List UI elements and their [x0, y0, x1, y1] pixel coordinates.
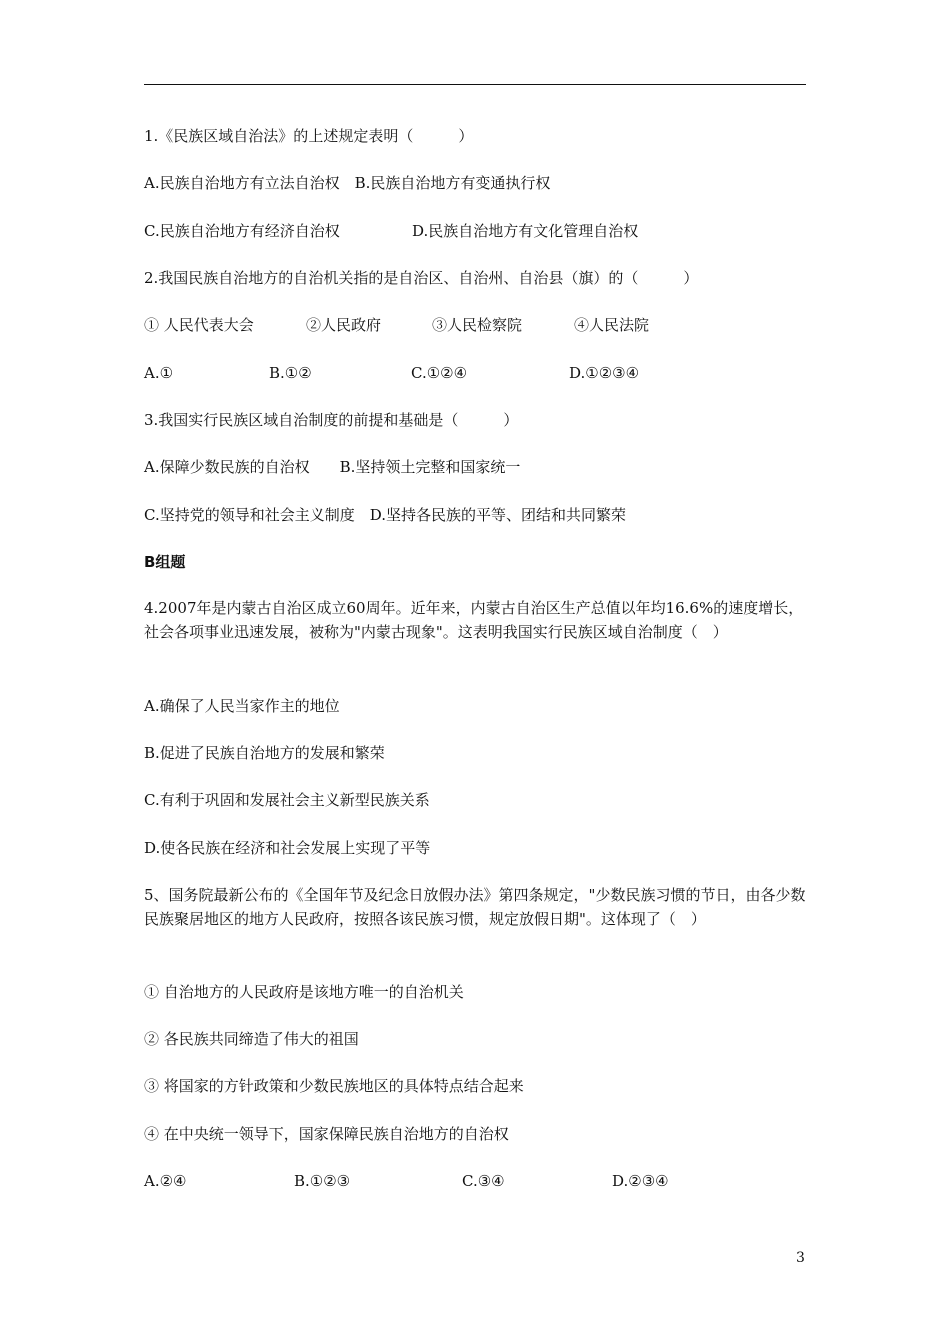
- q5-option-c: C.③④: [462, 1172, 505, 1190]
- q4-option-c: C.有利于巩固和发展社会主义新型民族关系: [144, 791, 430, 809]
- q4-stem: 4.2007年是内蒙古自治区成立60周年。近年来，内蒙古自治区生产总值以年均16.6%的速度增长，社会各项事业迅速发展，被称为"内蒙古现象"。这表明我国实行民族区域自治制度（ ）: [144, 599, 804, 641]
- q1-option-c: C.民族自治地方有经济自治权: [144, 222, 340, 240]
- q2-option-d: D.①②③④: [569, 364, 640, 382]
- q5-item: ④ 在中央统一领导下，国家保障民族自治地方的自治权: [144, 1125, 509, 1143]
- q2-option-a: A.①: [144, 364, 174, 382]
- q1-options-ab: A.民族自治地方有立法自治权 B.民族自治地方有变通执行权: [144, 174, 551, 192]
- q3-options-cd: C.坚持党的领导和社会主义制度 D.坚持各民族的平等、团结和共同繁荣: [144, 506, 626, 524]
- header-rule: [144, 84, 806, 85]
- q2-option-b: B.①②: [269, 364, 312, 382]
- q5-option-d: D.②③④: [612, 1172, 669, 1190]
- q5-option-b: B.①②③: [294, 1172, 351, 1190]
- q2-item: ① 人民代表大会: [144, 316, 254, 334]
- q3-options-ab: A.保障少数民族的自治权 B.坚持领土完整和国家统一: [144, 458, 521, 476]
- q1-stem: 1.《民族区域自治法》的上述规定表明（ ）: [144, 127, 474, 145]
- q5-option-a: A.②④: [144, 1172, 187, 1190]
- q2-item: ③人民检察院: [432, 316, 523, 334]
- q5-stem: 5、国务院最新公布的《全国年节及纪念日放假办法》第四条规定，"少数民族习惯的节日，由各少数民族聚居地区的地方人民政府，按照各该民族习惯，规定放假日期"。这体现了（ ）: [144, 886, 806, 928]
- q5-item: ① 自治地方的人民政府是该地方唯一的自治机关: [144, 983, 464, 1001]
- page-number: 3: [796, 1250, 805, 1266]
- q4-option-b: B.促进了民族自治地方的发展和繁荣: [144, 744, 385, 762]
- q2-stem: 2.我国民族自治地方的自治机关指的是自治区、自治州、自治县（旗）的（ ）: [144, 269, 699, 287]
- q2-item: ②人民政府: [306, 316, 382, 334]
- q4-option-a: A.确保了人民当家作主的地位: [144, 697, 340, 715]
- q2-item: ④人民法院: [574, 316, 650, 334]
- q2-option-c: C.①②④: [411, 364, 468, 382]
- q4-option-d: D.使各民族在经济和社会发展上实现了平等: [144, 839, 431, 857]
- q3-stem: 3.我国实行民族区域自治制度的前提和基础是（ ）: [144, 411, 519, 429]
- q1-option-d: D.民族自治地方有文化管理自治权: [412, 222, 639, 240]
- group-b-heading: B组题: [144, 553, 186, 571]
- q5-item: ③ 将国家的方针政策和少数民族地区的具体特点结合起来: [144, 1077, 524, 1095]
- q5-item: ② 各民族共同缔造了伟大的祖国: [144, 1030, 359, 1048]
